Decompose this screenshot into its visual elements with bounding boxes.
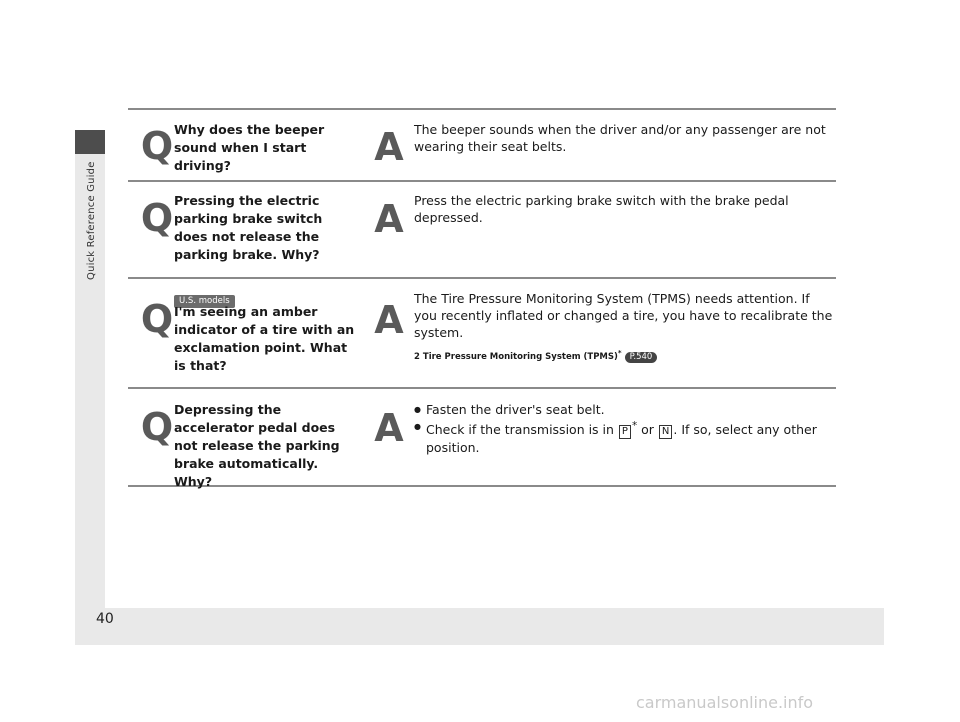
asterisk: * <box>631 420 638 432</box>
asterisk: * <box>617 348 622 357</box>
question-icon <box>140 299 174 339</box>
bullet-item: ● Fasten the driver's seat belt. <box>414 401 834 418</box>
sidebar-section-title <box>86 160 102 320</box>
svg-text:Q: Q <box>140 198 174 238</box>
question-icon <box>140 198 174 238</box>
svg-text:A: A <box>374 407 404 447</box>
question-icon <box>140 407 174 447</box>
answer-icon <box>372 198 406 238</box>
question-text: I'm seeing an amber indicator of a tire with an exclamation point. What is that? <box>174 304 355 373</box>
qa-row <box>128 279 836 387</box>
page-reference-pill[interactable] <box>625 352 658 363</box>
answer-text: The beeper sounds when the driver and/or any passenger are not wearing their seat belts. <box>414 122 826 154</box>
question-text: Why does the beeper sound when I start driving? <box>174 122 325 173</box>
answer-bullet-list <box>414 401 834 456</box>
reference-arrow-icon: 2 <box>414 351 420 362</box>
svg-text:A: A <box>374 198 404 238</box>
watermark: carmanualsonline.info <box>636 693 814 712</box>
gear-n-key: N <box>659 425 672 439</box>
answer-icon <box>372 407 406 447</box>
svg-text:A: A <box>374 126 404 166</box>
answer-text: The Tire Pressure Monitoring System (TPMS) needs attention. If you recently inflated or changed a tire, you have to recalibrate the system. <box>414 291 833 340</box>
sidebar-tab <box>75 130 105 154</box>
answer-icon <box>372 299 406 339</box>
answer-block <box>414 401 834 456</box>
answer-block <box>414 290 834 366</box>
qa-row <box>128 389 836 489</box>
svg-text:A: A <box>374 299 404 339</box>
page-number: 40 <box>96 611 114 627</box>
svg-text:Q: Q <box>140 126 174 166</box>
qa-row <box>128 182 836 277</box>
bullet-text: . If so, select any other position. <box>426 422 817 456</box>
sidebar-section-label: Quick Reference Guide <box>86 161 97 280</box>
bullet-item <box>414 418 834 456</box>
answer-icon <box>372 126 406 166</box>
page-reference-label: P.540 <box>629 351 653 362</box>
qa-row <box>128 110 836 180</box>
question-text: Depressing the accelerator pedal does not release the parking brake automatically. Why? <box>174 402 340 489</box>
cross-reference-link[interactable] <box>414 344 834 366</box>
question-text: Pressing the electric parking brake switch does not release the parking brake. Why? <box>174 193 323 262</box>
svg-text:Q: Q <box>140 407 174 447</box>
question-icon <box>140 126 174 166</box>
answer-text: Press the electric parking brake switch with the brake pedal depressed. <box>414 193 789 225</box>
svg-text:Q: Q <box>140 299 174 339</box>
bullet-text: Check if the transmission is in <box>426 422 618 438</box>
model-badge-label: U.S. models <box>174 295 235 308</box>
reference-title: Tire Pressure Monitoring System (TPMS) <box>422 351 618 362</box>
bullet-text: or <box>637 422 658 438</box>
gear-p-key: P <box>619 425 631 439</box>
